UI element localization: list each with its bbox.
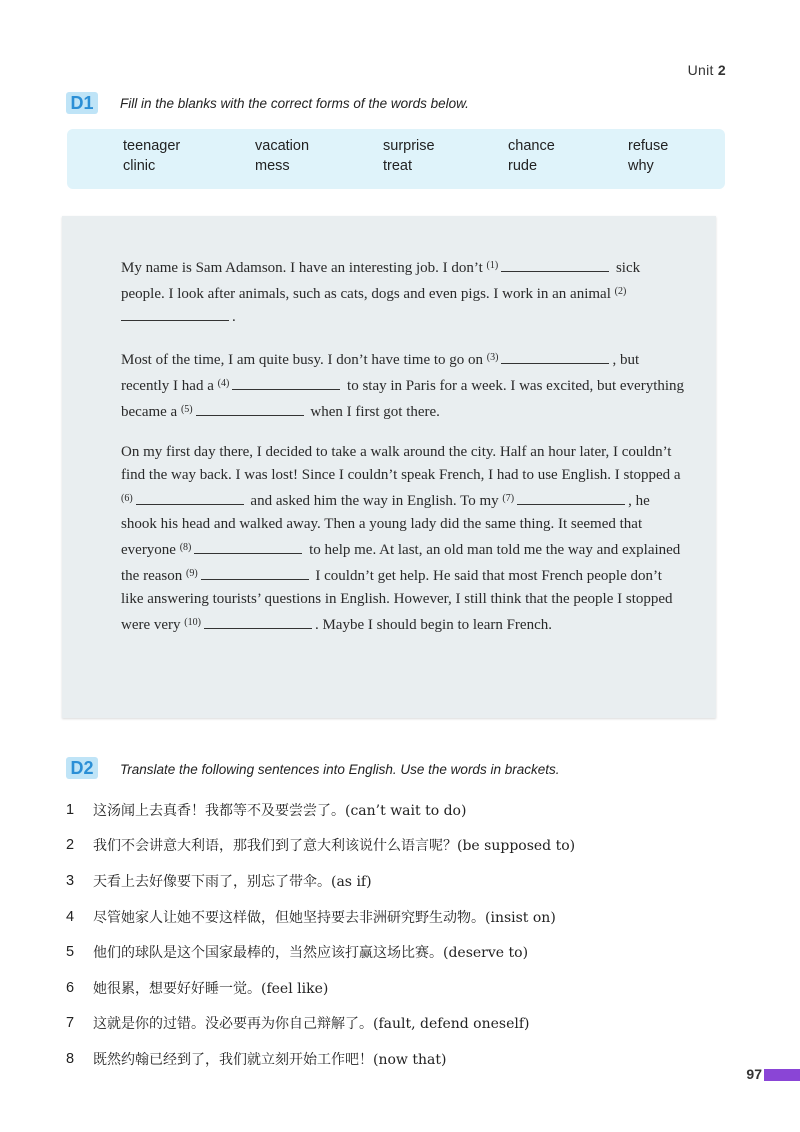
list-item — [66, 1006, 756, 1042]
blank-number: (6) — [121, 493, 133, 504]
passage-paragraph-1: My name is Sam Adamson. I have an interesting job. I don’t $^{(1)}$ sick people. I look after animals, such as cats, dogs and even pigs. I work in an animal $^{(2)}$. — [121, 260, 641, 325]
word: clinic — [123, 158, 156, 174]
item-text: 这汤闻上去真香！我都等不及要尝尝了。(can’t wait to do) — [93, 802, 467, 819]
page-marker-bar — [764, 1069, 800, 1081]
d2-instruction: Translate the following sentences into English. Use the words in brackets. — [120, 762, 560, 777]
passage-paragraph-3: On my first day there, I decided to take a walk around the city. Half an hour later, I couldn’t find the way back. I was lost! Since I couldn’t speak French, I had to use English. I stopped a $^{(6)}$ and asked him the way in English. To my $^{(7)}$ , he shook his head and walked away. Then a young lady did the same thing. It seemed that everyone $^{(8)}$ to help me. At last, an old man told me the way and explained the reason $^{(9)}$ I couldn’t get help. He said that most French people don’t like answering tourists’ questions in English. However, I still think that the people I stopped were very $^{(10)}$ . Maybe I should begin to learn French. — [121, 444, 681, 633]
blank-number: (10) — [184, 617, 201, 628]
blank-number: (1) — [486, 260, 499, 271]
blank-6[interactable] — [136, 492, 244, 505]
item-text: 他们的球队是这个国家最棒的，当然应该打赢这场比赛。(deserve to) — [93, 945, 529, 962]
word: why — [628, 158, 654, 174]
item-number: 4 — [66, 908, 75, 925]
blank-9[interactable] — [201, 567, 309, 580]
item-text: 天看上去好像要下雨了，别忘了带伞。(as if) — [93, 873, 372, 890]
word: teenager — [123, 138, 181, 154]
item-number: 7 — [66, 1015, 75, 1032]
item-number: 1 — [66, 801, 75, 818]
word: chance — [508, 138, 555, 154]
passage-paragraph-2: Most of the time, I am quite busy. I don’t have time to go on $^{(3)}$ , but recently I had a $^{(4)}$ to stay in Paris for a week. I was excited, but everything became a $^{(5)}$ when I first got there. — [121, 352, 685, 420]
list-item — [66, 1041, 756, 1077]
item-text: 她很累，想要好好睡一觉。(feel like) — [93, 980, 329, 997]
blank-number: (8) — [179, 542, 192, 553]
blank-1[interactable] — [501, 259, 609, 272]
unit-label: Unit — [687, 62, 714, 78]
item-text: 尽管她家人让她不要这样做，但她坚持要去非洲研究野生动物。(insist on) — [93, 909, 556, 926]
list-item — [66, 863, 756, 899]
list-item — [66, 828, 756, 864]
d1-instruction: Fill in the blanks with the correct forms of the words below. — [120, 96, 469, 111]
list-item — [66, 970, 756, 1006]
translation-list — [66, 792, 756, 1077]
item-text: 我们不会讲意大利语，那我们到了意大利该说什么语言呢？(be supposed to) — [93, 838, 576, 855]
passage — [121, 254, 687, 654]
blank-10[interactable] — [204, 616, 312, 629]
unit-header — [688, 62, 726, 78]
list-item — [66, 792, 756, 828]
blank-number: (9) — [185, 568, 198, 579]
section-badge-d2: D2 — [66, 757, 98, 779]
item-number: 5 — [66, 944, 75, 961]
section-badge-d1: D1 — [66, 92, 98, 114]
item-number: 3 — [66, 872, 75, 889]
blank-5[interactable] — [196, 403, 304, 416]
word: refuse — [628, 138, 669, 154]
blank-4[interactable] — [232, 377, 340, 390]
list-item — [66, 934, 756, 970]
item-number: 2 — [66, 837, 75, 854]
word: mess — [255, 158, 290, 174]
unit-number: 2 — [717, 62, 726, 78]
blank-8[interactable] — [194, 541, 302, 554]
word: surprise — [383, 138, 435, 154]
blank-2[interactable] — [121, 308, 229, 321]
blank-number: (5) — [180, 404, 193, 415]
item-text: 这就是你的过错。没必要再为你自己辩解了。(fault, defend oneself) — [93, 1016, 530, 1033]
blank-3[interactable] — [501, 351, 609, 364]
blank-number: (2) — [614, 286, 627, 297]
page-number: 97 — [746, 1066, 762, 1082]
word: treat — [383, 158, 413, 174]
item-number: 8 — [66, 1050, 75, 1067]
item-number: 6 — [66, 979, 75, 996]
blank-number: (3) — [486, 352, 499, 363]
passage-box — [62, 216, 716, 718]
blank-7[interactable] — [517, 492, 625, 505]
list-item — [66, 899, 756, 935]
word-bank — [67, 129, 725, 189]
blank-number: (4) — [217, 378, 230, 389]
word-grid — [123, 138, 718, 174]
blank-number: (7) — [502, 493, 515, 504]
item-text: 既然约翰已经到了，我们就立刻开始工作吧！(now that) — [93, 1051, 447, 1068]
word: rude — [508, 158, 538, 174]
word: vacation — [255, 138, 310, 154]
